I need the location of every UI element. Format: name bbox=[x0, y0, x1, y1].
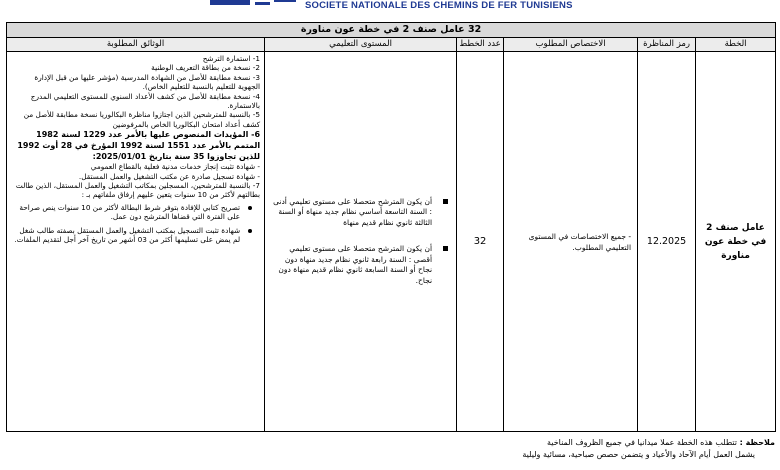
cell-plan: عامل صنف 2 في خطة عون مناورة bbox=[696, 52, 776, 432]
table-header-row bbox=[7, 38, 776, 52]
cell-docs bbox=[7, 52, 265, 432]
square-bullet-icon bbox=[443, 246, 448, 251]
logo-stripe-mid bbox=[255, 2, 270, 5]
cell-count: 32 bbox=[457, 52, 504, 432]
doc-line: 7- بالنسبة للمترشحين، المسجلين بمكاتب التشغيل والعمل المستقل، الذين طالت بطالتهم لأكثر من 10 سنوات يتعين عليهم إرفاق ملفاتهم بـ : bbox=[15, 181, 261, 200]
doc-line: - شهادة تسجيل صادرة عن مكتب التشغيل والعمل المستقل. bbox=[78, 171, 261, 181]
doc-line: 2- نسخة من بطاقة التعريف الوطنية bbox=[151, 63, 261, 73]
note-text: تتطلب هذه الخطة عملا ميدانيا في جميع الظروف المناخية bbox=[547, 438, 738, 447]
level-item-text: أن يكون المترشح متحصلا على مستوى تعليمي أدنى : السنة التاسعة أساسي نظام جديد منهاة أو السنة الثالثة ثانوي نظام قديم منهاة bbox=[273, 196, 433, 227]
header-level: المستوى التعليمي bbox=[265, 38, 457, 52]
logo-stripe-left bbox=[210, 0, 250, 5]
table-title-row bbox=[7, 23, 776, 38]
note-line bbox=[6, 437, 775, 449]
level-item bbox=[269, 244, 448, 286]
header-code: رمز المناظرة bbox=[638, 38, 696, 52]
square-bullet-icon bbox=[443, 199, 448, 204]
doc-line: - شهادة تثبت إنجاز خدمات مدنية فعلية بالقطاع العمومي bbox=[90, 162, 261, 172]
doc-line: 3- نسخة مطابقة للأصل من الشهادة المدرسية (مؤشر عليها من قبل الإدارة الجهوية للتعليم بالنسبة للتعليم الخاص). bbox=[34, 72, 261, 92]
logo-stripe-right bbox=[274, 0, 296, 2]
doc-line-bold: 6- المؤيدات المنصوص عليها بالأمر عدد 1229 لسنة 1982 المتمم بالأمر عدد 1551 لسنة 1992 المؤرخ في 28 أوت 1992 للذين تجاوزوا 35 سنة بتاريخ 2025/01/01: bbox=[17, 130, 261, 162]
list-item bbox=[11, 226, 260, 245]
table-row bbox=[7, 52, 776, 432]
header-specialty: الاختصاص المطلوب bbox=[504, 38, 638, 52]
bullet-dot-icon bbox=[248, 206, 252, 210]
cell-specialty: - جميع الاختصاصات في المستوى التعليمي المطلوب. bbox=[504, 52, 638, 432]
cell-level bbox=[265, 52, 457, 432]
note-line-2: يشمل العمل أيام الآحاد والأعياد و يتضمن حصص صباحية، مسائية وليلية bbox=[522, 450, 755, 459]
footer-notes bbox=[6, 437, 775, 461]
bullet-dot-icon bbox=[248, 229, 252, 233]
header-docs: الوثائق المطلوبة bbox=[7, 38, 265, 52]
cell-code: 12.2025 bbox=[638, 52, 696, 432]
doc-line: 4- نسخة مطابقة للأصل من كشف الأعداد السنوي للمستوى التعليمي المدرج بالاستمارة. bbox=[30, 91, 261, 111]
doc-line: 5- بالنسبة للمترشحين الذين اجتازوا مناظرة البكالوريا نسخة مطابقة للأصل من كشف أعداد امتحان البكالوريا الخاص بالمرفوضين bbox=[23, 110, 261, 129]
note-label: ملاحظة : bbox=[739, 438, 775, 447]
recruitment-table bbox=[6, 22, 776, 432]
doc-bullet-list bbox=[11, 203, 260, 245]
doc-line: 1- استمارة الترشح bbox=[202, 54, 261, 63]
table-title: 32 عامل صنف 2 في خطة عون مناورة bbox=[7, 23, 776, 38]
level-item bbox=[269, 197, 448, 229]
org-name: SOCIETE NATIONALE DES CHEMINS DE FER TUNISIENS bbox=[305, 0, 573, 11]
level-item-text: أن يكون المترشح متحصلا على مستوى تعليمي أقصى : السنة رابعة ثانوي نظام جديد منهاة دون نجاح أو السنة السابعة ثانوي نظام قديم منهاة دون نجاح. bbox=[278, 244, 433, 285]
list-item bbox=[11, 203, 260, 222]
bullet-text: شهادة تثبت التسجيل بمكتب التشغيل والعمل المستقل بصفته طالب شغل لم يمض على تسليمها أكثر من 03 أشهر من تاريخ آخر أجل لتقديم الملفات. bbox=[14, 225, 241, 245]
header-plan: الخطة bbox=[696, 38, 776, 52]
bullet-text: تصريح كتابي للإفادة بتوفر شرط البطالة لأكثر من 10 سنوات ينص صراحة على الفترة التي قضاها المترشح دون عمل. bbox=[19, 202, 241, 222]
header-count: عدد الخطط bbox=[457, 38, 504, 52]
header bbox=[0, 0, 780, 22]
